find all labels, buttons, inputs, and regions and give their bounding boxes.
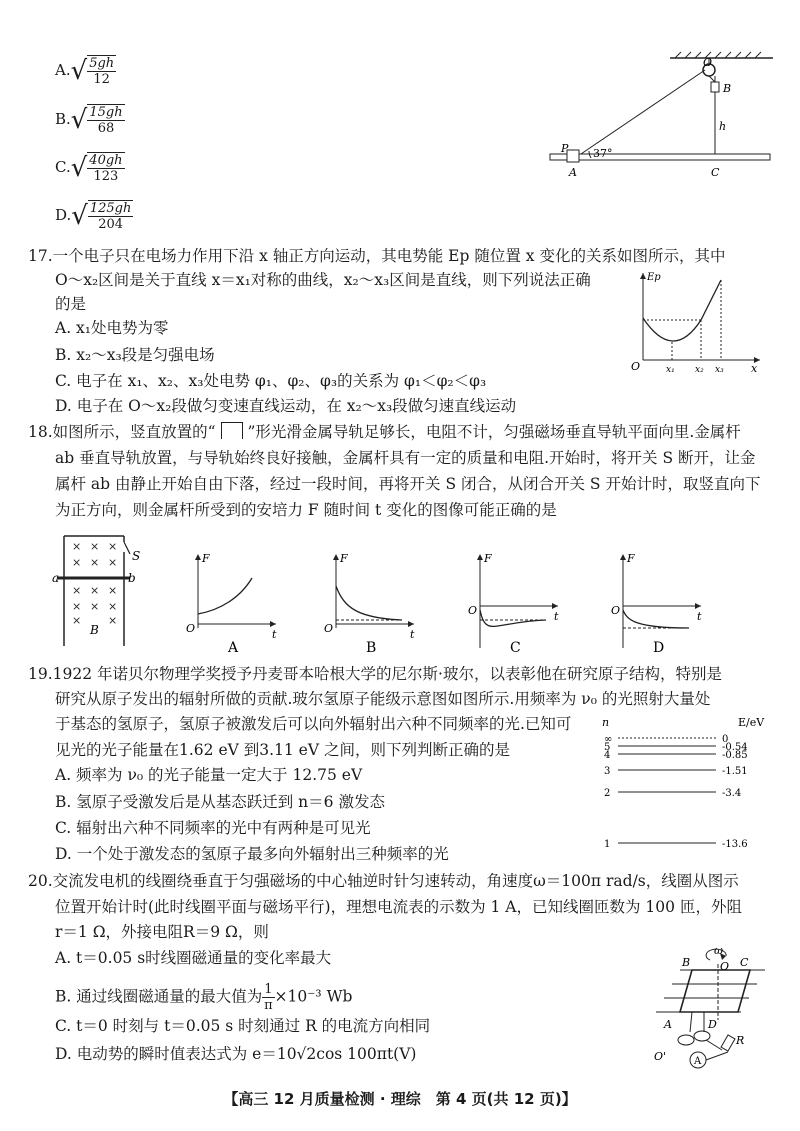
level-energy: -13.6 (722, 839, 748, 850)
level-n: 5 (604, 742, 611, 753)
rod-end-b: b (128, 571, 136, 585)
origin-label: O (631, 360, 641, 373)
ep-axis-label: Ep (647, 272, 661, 283)
field-cross: × (72, 584, 82, 597)
q20-option-d: D. 电动势的瞬时值表达式为 e＝10√2cos 100πt(V) (55, 1045, 417, 1063)
q17-option-c: C. 电子在 x₁、x₂、x₃处电势 φ₁、φ₂、φ₃的关系为 φ₁＜φ₂＜φ₃ (55, 372, 487, 390)
origin-label: O (186, 622, 196, 635)
label-O: O (703, 56, 713, 69)
q17-option-d: D. 电子在 O～x₂段做匀变速直线运动，在 x₂～x₃段做匀速直线运动 (55, 397, 517, 415)
corner-D: D (708, 1018, 717, 1031)
level-energy: 0 (722, 734, 729, 745)
q16-option-a: A.√ $\frac{5gh}{12}$ (55, 56, 115, 87)
label-angle: 37° (593, 147, 613, 160)
rod-end-a: a (52, 571, 60, 585)
label-C: C (711, 166, 720, 179)
axis-t-label: t (410, 628, 415, 641)
rail-shape-icon (221, 422, 243, 439)
field-cross: × (72, 600, 82, 613)
q19-line-2: 研究从原子发出的辐射所做的贡献.玻尔氢原子能级示意图如图所示.用频率为 ν₀ 的光照射大量处 (55, 690, 711, 708)
x-axis-label: x (751, 362, 758, 375)
axis-O-prime: O' (654, 1050, 667, 1063)
corner-A: A (664, 1018, 672, 1031)
corner-C: C (740, 956, 749, 969)
q16-option-b: B.√ $\frac{15gh}{68}$ (55, 105, 123, 136)
q18-line-4: 为正方向，则金属杆所受到的安培力 F 随时间 t 变化的图像可能正确的是 (55, 501, 557, 519)
level-n: ∞ (604, 734, 613, 745)
field-cross: × (108, 584, 118, 597)
omega-label: ω (714, 944, 723, 957)
level-energy: -3.4 (722, 788, 742, 799)
q16-option-d: D.√ $\frac{125gh}{204}$ (55, 201, 132, 232)
n-header: n (602, 716, 610, 729)
q19-energy-level-diagram (598, 712, 778, 857)
q20-option-a: A. t＝0.05 s时线圈磁通量的变化率最大 (55, 949, 332, 967)
q19-option-d: D. 一个处于激发态的氢原子最多向外辐射出三种频率的光 (55, 845, 449, 863)
origin-label: O (611, 604, 621, 617)
level-n: 1 (604, 839, 611, 850)
field-cross: × (72, 614, 82, 627)
q17-line-2: O～x₂区间是关于直线 x＝x₁对称的曲线，x₂～x₃区间是直线，则下列说法正确 (55, 271, 591, 289)
level-n: 4 (604, 750, 611, 761)
q19-line-1: 19.1922 年诺贝尔物理学奖授予丹麦哥本哈根大学的尼尔斯·玻尔，以表彰他在研究原子结构，特别是 (28, 665, 722, 683)
page-footer: 【高三 12 月质量检测 · 理综 第 4 页(共 12 页)】 (223, 1090, 577, 1108)
field-cross: × (90, 584, 100, 597)
origin-label: O (324, 622, 334, 635)
axis-t-label: t (697, 610, 702, 623)
tick-x2: x₂ (695, 365, 704, 375)
q18-graph-d (605, 548, 715, 668)
field-cross: × (90, 540, 100, 553)
field-cross: × (90, 600, 100, 613)
q20-line-3: r＝1 Ω，外接电阻R＝9 Ω，则 (55, 923, 269, 941)
q18-line-1: 18.如图所示，竖直放置的“ ”形光滑金属导轨足够长，电阻不计，匀强磁场垂直导轨平面向里.金属杆 (28, 423, 741, 441)
q19-option-a: A. 频率为 ν₀ 的光子能量一定大于 12.75 eV (55, 766, 363, 784)
corner-B: B (682, 956, 691, 969)
level-n: 2 (604, 788, 611, 799)
q17-line-3: 的是 (55, 295, 87, 313)
axis-t-label: t (272, 628, 277, 641)
axis-F-label: F (627, 552, 635, 565)
axis-t-label: t (554, 610, 559, 623)
field-cross: × (108, 540, 118, 553)
q19-option-c: C. 辐射出六种不同频率的光中有两种是可见光 (55, 819, 371, 837)
q16-option-c: C.√ $\frac{40gh}{123}$ (55, 153, 123, 184)
label-B: B (723, 82, 732, 95)
field-label: B (90, 623, 99, 637)
q18-graph-a (180, 548, 290, 668)
q18-line-2: ab 垂直导轨放置，与导轨始终良好接触，金属杆具有一定的质量和电阻.开始时，将开关 S 断开，让金 (55, 449, 756, 467)
field-cross: × (90, 556, 100, 569)
e-header: E/eV (738, 716, 765, 729)
resistor-R: R (736, 1034, 745, 1047)
label-P: P (561, 142, 569, 155)
field-cross: × (72, 540, 82, 553)
q17-ep-graph (625, 268, 765, 378)
q20-option-c: C. t＝0 时刻与 t＝0.05 s 时刻通过 R 的电流方向相同 (55, 1017, 431, 1035)
q17-option-a: A. x₁处电势为零 (55, 319, 169, 337)
origin-label: O (468, 604, 478, 617)
graph-option-label: B (366, 640, 377, 656)
q17-option-b: B. x₂～x₃段是匀强电场 (55, 346, 215, 364)
axis-F-label: F (340, 552, 348, 565)
field-cross: × (108, 556, 118, 569)
field-cross: × (72, 556, 82, 569)
switch-label: S (132, 549, 141, 563)
q18-graph-b (318, 548, 428, 668)
level-energy: -0.85 (722, 750, 748, 761)
q19-line-4: 见光的光子能量在1.62 eV 到3.11 eV 之间，则下列判断正确的是 (55, 741, 510, 759)
level-energy: -0.54 (722, 742, 748, 753)
label-h: h (719, 120, 727, 133)
axis-F-label: F (202, 552, 210, 565)
level-energy: -1.51 (722, 766, 748, 777)
q19-option-b: B. 氢原子受激发后是从基态跃迁到 n＝6 激发态 (55, 793, 385, 811)
ammeter-label: A (694, 1056, 702, 1067)
q20-option-b: B. 通过线圈磁通量的最大值为 $\frac{1}{\pi}$ ×10⁻³ Wb (55, 982, 353, 1013)
q20-line-1: 20.交流发电机的线圈绕垂直于匀强磁场的中心轴逆时针匀速转动，角速度ω＝100π rad/s，线圈从图示 (28, 872, 739, 890)
graph-option-label: C (510, 640, 521, 656)
q20-line-2: 位置开始计时(此时线圈平面与磁场平行)，理想电流表的示数为 1 A，已知线圈匝数为 100 匝，外阻 (55, 898, 742, 916)
tick-x1: x₁ (666, 365, 675, 375)
label-A: A (569, 166, 577, 179)
q17-line-1: 17.一个电子只在电场力作用下沿 x 轴正方向运动，其电势能 Ep 随位置 x 变化的关系如图所示，其中 (28, 247, 726, 265)
field-cross: × (108, 614, 118, 627)
q18-line-3: 属杆 ab 由静止开始自由下落，经过一段时间，再将开关 S 闭合，从闭合开关 S 开始计时，取竖直向下 (55, 475, 761, 493)
q16-figure (545, 50, 775, 185)
q19-line-3: 于基态的氢原子，氢原子被激发后可以向外辐射出六种不同频率的光.已知可 (55, 715, 572, 733)
graph-option-label: D (653, 640, 665, 656)
axis-F-label: F (484, 552, 492, 565)
tick-x3: x₃ (715, 365, 724, 375)
level-n: 3 (604, 766, 611, 777)
q18-circuit-figure (50, 532, 145, 650)
q18-graph-c (462, 548, 572, 668)
q20-generator-figure (640, 940, 780, 1075)
field-cross: × (108, 600, 118, 613)
axis-O: O (720, 960, 730, 973)
graph-option-label: A (228, 640, 239, 656)
